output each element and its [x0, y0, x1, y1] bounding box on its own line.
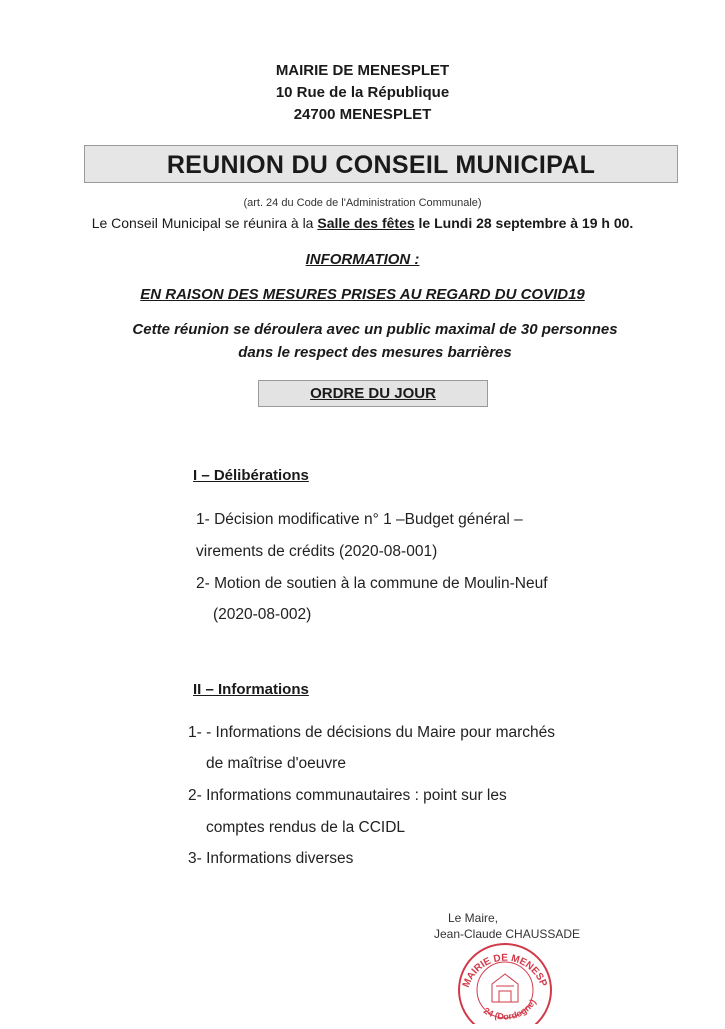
meeting-date-time: le Lundi 28 septembre à 19 h 00. — [414, 215, 634, 231]
public-limit-notice — [60, 318, 690, 364]
meeting-prefix: Le Conseil Municipal se réunira à la — [91, 215, 318, 231]
document-title: REUNION DU CONSEIL MUNICIPAL — [84, 145, 678, 183]
deliberation-item-1-line-2: virements de crédits (2020-08-001) — [196, 543, 438, 560]
information-item-1-line-2: de maîtrise d'oeuvre — [206, 755, 346, 772]
stamp-top-text: MAIRIE DE MENESP — [460, 952, 549, 990]
mairie-name: MAIRIE DE MENESPLET — [275, 62, 450, 79]
signature-name: Jean-Claude CHAUSSADE — [434, 927, 581, 941]
information-item-2-line-1: 2- Informations communautaires : point sur les — [188, 787, 507, 804]
public-limit-line-1: Cette réunion se déroulera avec un public maximal de 30 personnes — [132, 321, 618, 338]
meeting-venue: Salle des fêtes — [317, 215, 415, 231]
mairie-address: 10 Rue de la République — [275, 84, 450, 101]
information-item-3: 3- Informations diverses — [188, 850, 354, 867]
deliberations-heading: I – Délibérations — [193, 467, 309, 484]
signature-role: Le Maire, — [448, 911, 499, 925]
public-limit-line-2: dans le respect des mesures barrières — [238, 344, 512, 361]
deliberation-item-2-line-2: (2020-08-002) — [213, 606, 312, 623]
information-heading: INFORMATION : — [305, 251, 420, 268]
information-item-1-line-1: 1- - Informations de décisions du Maire pour marchés — [188, 724, 555, 741]
stamp-emblem-icon — [492, 974, 518, 1002]
mairie-postcode-city: 24700 MENESPLET — [293, 106, 432, 123]
information-item-2-line-2: comptes rendus de la CCIDL — [206, 819, 406, 836]
mairie-stamp — [450, 928, 560, 1029]
article-reference: (art. 24 du Code de l'Administration Communale) — [243, 197, 482, 209]
stamp-bottom-text: 24 (Dordogne) — [481, 997, 538, 1022]
meeting-announcement — [0, 215, 725, 231]
agenda-heading: ORDRE DU JOUR — [258, 380, 488, 407]
stamp-seal-icon — [450, 928, 560, 1024]
covid-notice: EN RAISON DES MESURES PRISES AU REGARD DU COVID19 — [140, 286, 585, 303]
deliberation-item-1-line-1: 1- Décision modificative n° 1 –Budget général – — [196, 511, 523, 528]
informations-heading: II – Informations — [193, 681, 309, 698]
deliberation-item-2-line-1: 2- Motion de soutien à la commune de Moulin-Neuf — [196, 575, 548, 592]
